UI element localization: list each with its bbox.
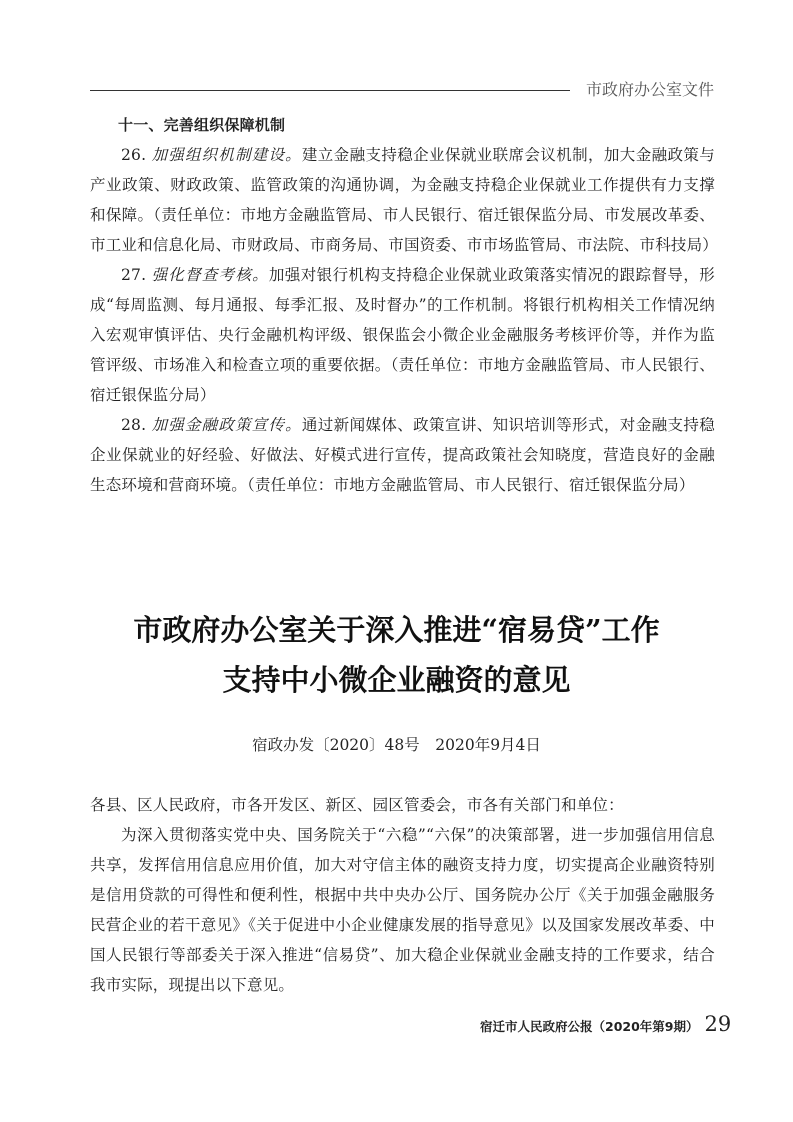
section-heading: 十一、完善组织保障机制 (118, 116, 286, 134)
document-title-line2: 支持中小微企业融资的意见 (222, 663, 571, 697)
document-title (0, 605, 793, 705)
item-text: 通过新闻媒体、政策宣讲、知识培训等形式，对金融支持稳企业保就业的好经验、好做法、好模式进行宣传，提高政策社会知晓度，营造良好的金融生态环境和营商环境。（责任单位：市地方金融监管局、市人民银行、宿迁银保监分局） (90, 416, 715, 494)
item-28 (90, 410, 715, 500)
header-rule (90, 90, 570, 91)
item-26 (90, 140, 719, 260)
item-number: 28. (121, 416, 147, 434)
item-title: 加强组织机制建设。 (151, 146, 302, 164)
item-text: 加强对银行机构支持稳企业保就业政策落实情况的跟踪督导，形成“每周监测、每月通报、每季汇报、及时督办”的工作机制。将银行机构相关工作情况纳入宏观审慎评估、央行金融机构评级、银保监会小微企业金融服务考核评价等，并作为监管评级、市场准入和检查立项的重要依据。（责任单位：市地方金融监管局、市人民银行、宿迁银保监分局） (90, 266, 715, 404)
item-title: 强化督查考核。 (151, 266, 269, 284)
salutation: 各县、区人民政府，市各开发区、新区、园区管委会，市各有关部门和单位： (90, 796, 624, 814)
footer-publication: 宿迁市人民政府公报（2020年第9期） (480, 1019, 699, 1034)
section-content (90, 110, 719, 500)
footer (480, 1012, 732, 1036)
item-title: 加强金融政策宣传。 (151, 416, 302, 434)
item-27 (90, 260, 715, 410)
document-body (90, 790, 715, 1000)
item-text: 建立金融支持稳企业保就业联席会议机制，加大金融政策与产业政策、财政政策、监管政策的沟通协调，为金融支持稳企业保就业工作提供有力支撑和保障。（责任单位：市地方金融监管局、市人民银行、宿迁银保监分局、市发展改革委、市工业和信息化局、市财政局、市商务局、市国资委、市市场监管局、市法院、市科技局） (90, 146, 719, 254)
page-number: 29 (704, 1012, 732, 1036)
document-number: 宿政办发〔2020〕48号 2020年9月4日 (252, 736, 541, 754)
document-title-line1: 市政府办公室关于深入推进“宿易贷”工作 (133, 613, 660, 647)
item-number: 27. (121, 266, 147, 284)
header-title: 市政府办公室文件 (586, 80, 715, 99)
body-paragraph: 为深入贯彻落实党中央、国务院关于“六稳”“六保”的决策部署，进一步加强信用信息共享，发挥信用信息应用价值，加大对守信主体的融资支持力度，切实提高企业融资特别是信用贷款的可得性和便利性，根据中共中央办公厅、国务院办公厅《关于加强金融服务民营企业的若干意见》《关于促进中小企业健康发展的指导意见》以及国家发展改革委、中国人民银行等部委关于深入推进“信易贷”、加大稳企业保就业金融支持的工作要求，结合我市实际，现提出以下意见。 (90, 826, 715, 994)
item-number: 26. (121, 146, 147, 164)
